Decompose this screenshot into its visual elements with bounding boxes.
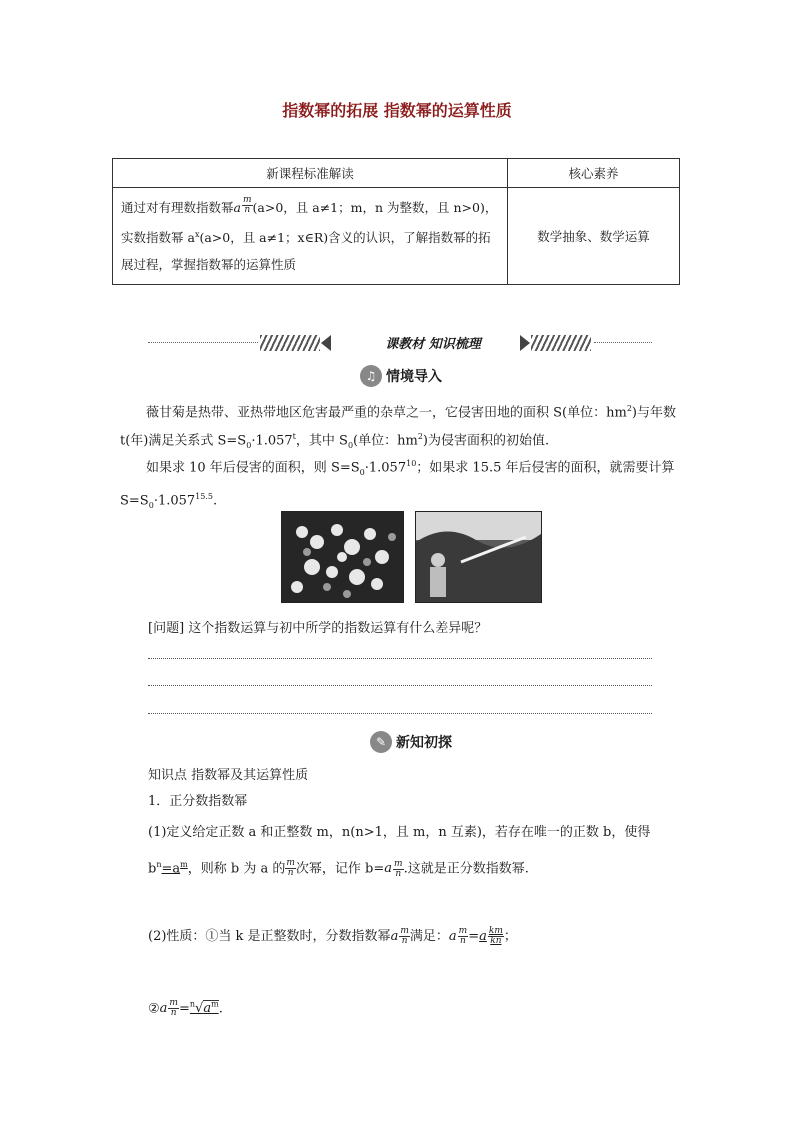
scenario-icon: ♫ [360,365,382,387]
prop2-root: $^n√a^m$ [189,1000,219,1017]
banner-arrow-left-icon [321,335,331,351]
desc-fraction: $\frac{m}{n}$ [242,195,252,215]
def-fraction: $\frac{m}{n}$ [286,858,295,879]
answer-line-1 [148,658,652,659]
answer-line-2 [148,685,652,686]
definition-paragraph: (1)定义给定正数 a 和正整数 m，n(n>1，且 m，n 互素)，若存在唯一的正数 b，使得 $b^n=a^m$，则称 b 为 a 的 $\frac{m}{n}$ 次幂，记作 b= a $\frac{m}{n}$ .这就是正分数指数幂. [148,817,688,885]
banner-dots-right [594,342,652,343]
banner-bar-left [260,335,320,351]
table-header-standard: 新课程标准解读 [113,159,508,188]
def-power: a $\frac{m}{n}$ [384,859,403,880]
section-scenario [360,365,442,387]
answer-line-3 [148,713,652,714]
knowledge-heading: 知识点 指数幂及其运算性质 [148,768,309,783]
scenario-paragraph-1: 薇甘菊是热带、亚热带地区危害最严重的杂草之一，它侵害田地的面积 S(单位：$hm^2$)与年数 t(年)满足关系式 $S=S_0\cdot 1.057^t$，其中 $S_0$(单位：$hm^2$)为侵害面积的初始值. [120,404,676,451]
banner-label: 课教材 知识梳理 [385,337,481,352]
banner-arrow-right-icon [520,335,530,351]
knowledge-item-1: 1．正分数指数幂 [148,794,248,809]
property-2: ② a $\frac{m}{n}$ $=^n√a^m$. [148,990,688,1024]
prop2-lhs: a $\frac{m}{n}$ [159,998,178,1019]
section-scenario-label: 情境导入 [386,369,442,385]
desc-text-2: (a>0，且 a≠1；m，n 为整数，且 n>0)，实数指数幂 a [121,200,498,246]
table-cell-description: 通过对有理数指数幂 a $\frac{m}{n}$ (a>0，且 a≠1；m，n 为整数，且 n>0)，实数指数幂 $a^x(a>0$，且 a≠1；x∈R)含义的认识，了解指数幂的拓展过程，掌握指数幂的运算性质 [113,188,508,285]
prop1-rhs: a $\frac{km}{kn}$ [479,926,503,946]
prop1-power: a $\frac{m}{n}$ [390,926,409,946]
curriculum-table [112,158,680,285]
property-1: (2)性质：①当 k 是正整数时，分数指数幂 a $\frac{m}{n}$ 满足： a $\frac{m}{n}$ = a $\frac{km}{kn}$ ； [148,922,688,952]
table-cell-core: 数学抽象、数学运算 [508,188,680,285]
banner-bar-right [531,335,591,351]
page-title: 指数幂的拓展 指数幂的运算性质 [282,101,512,120]
section-new-knowledge-label: 新知初探 [396,735,452,751]
flower-photo-drawing [282,512,403,602]
banner-dots-left [148,342,258,343]
desc-power: a $\frac{m}{n}$ [233,195,252,215]
spraying-photo [415,511,542,603]
desc-text-1: 通过对有理数指数幂 [121,200,234,215]
desc-text-3: (a>0，且 a≠1；x∈R)含义的认识，了解指数幂的拓展过程，掌握指数幂的运算性质 [121,230,491,273]
question-text: [问题] 这个指数运算与初中所学的指数运算有什么差异呢？ [148,621,488,636]
new-knowledge-icon: ✎ [370,731,392,753]
scenario-paragraph-2: 如果求 10 年后侵害的面积，则 $S=S_0\cdot 1.057^{10}$；如果求 15.5 年后侵害的面积，就需要计算 $S=S_0\cdot 1.057^{15.5}$. [120,459,675,510]
spraying-photo-drawing [416,512,541,602]
table-header-core: 核心素养 [508,159,680,188]
section-banner [148,333,652,353]
prop1-lhs: a $\frac{m}{n}$ [448,926,468,946]
flower-photo [281,511,404,603]
section-new-knowledge [370,731,452,753]
